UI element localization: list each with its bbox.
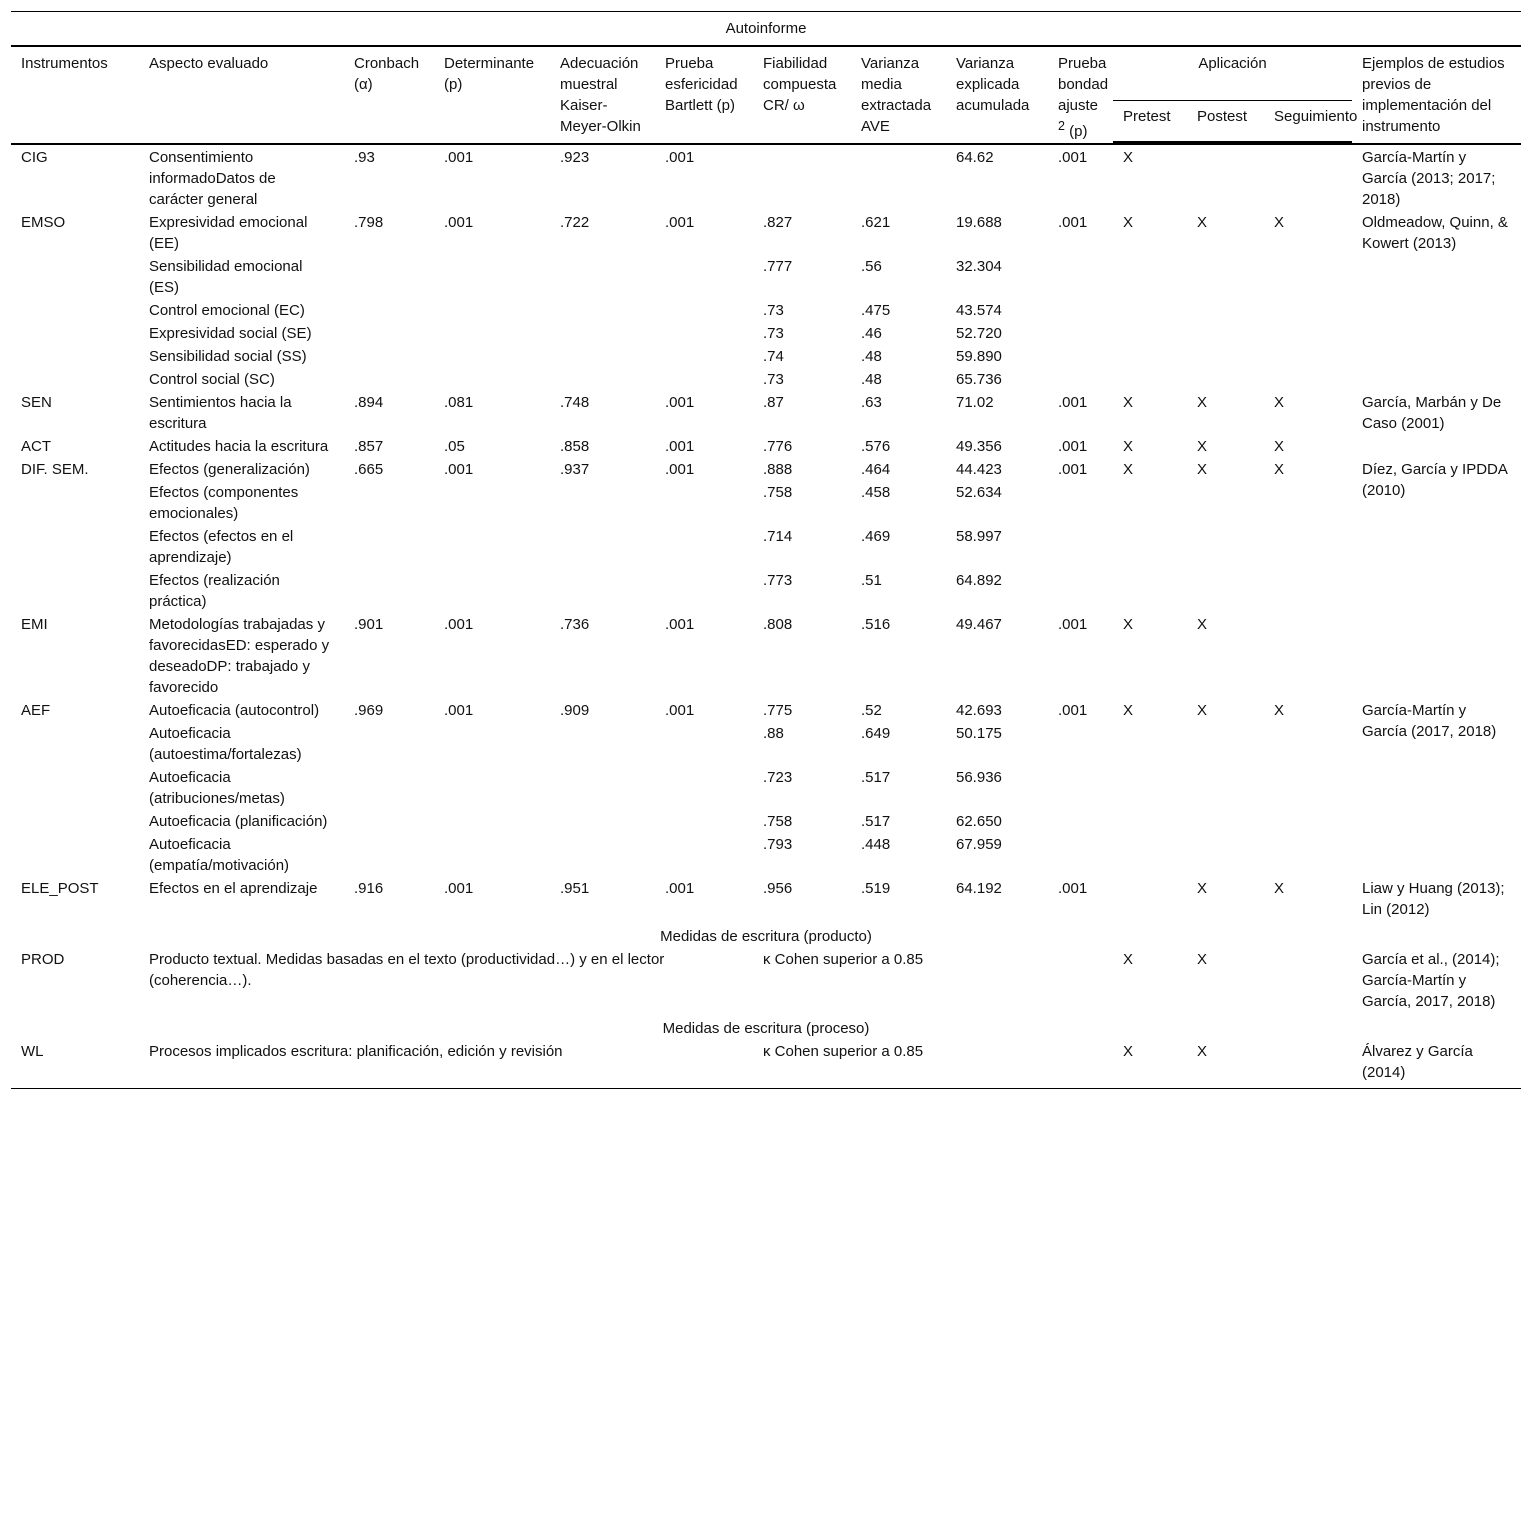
cell-pre: X	[1123, 951, 1134, 968]
cell-bart: .001	[665, 880, 695, 897]
cell-ave: .576	[861, 438, 891, 455]
cell-kappa: κ Cohen superior a 0.85	[753, 1039, 1113, 1089]
cell-kmo: .748	[560, 394, 590, 411]
cell-pre: X	[1123, 149, 1134, 166]
cell-seg	[1264, 947, 1352, 1012]
cell-ave: .46	[861, 325, 882, 342]
cell-ave: .519	[861, 880, 891, 897]
cell-det: .001	[444, 214, 474, 231]
cell-var: 49.356	[956, 438, 1002, 455]
cell-ej	[1352, 612, 1521, 698]
cell-bart: .001	[665, 461, 695, 478]
cell-kmo: .722	[560, 214, 590, 231]
cell-aspect: Expresividad social (SE)	[149, 325, 312, 342]
cell-seg: X	[1274, 461, 1285, 478]
header-bondad-p: (p)	[1064, 123, 1088, 140]
cell-pre: X	[1123, 214, 1134, 231]
cell-aspect: Autoeficacia (planificación)	[149, 813, 328, 830]
cell-cr: .74	[763, 348, 784, 365]
cell-post: X	[1197, 214, 1208, 231]
cell-pre: X	[1123, 461, 1134, 478]
cell-seg: X	[1274, 880, 1285, 897]
header-bondad	[1048, 46, 1113, 142]
cell-alpha: .901	[354, 616, 384, 633]
header-ave: Varianza media extractada AVE	[851, 46, 946, 142]
cell-ave: .469	[861, 528, 891, 545]
section-heading-row	[11, 1012, 1521, 1039]
cell-seg: X	[1274, 702, 1285, 719]
cell-ej: Liaw y Huang (2013); Lin (2012)	[1362, 880, 1505, 918]
cell-inst: ELE_POST	[21, 880, 99, 897]
cell-pre: X	[1123, 394, 1134, 411]
cell-var: 71.02	[956, 394, 994, 411]
cell-alpha: .93	[354, 149, 375, 166]
cell-bond: .001	[1058, 702, 1088, 719]
header-cronbach: Cronbach (α)	[344, 46, 434, 142]
cell-pre: X	[1123, 616, 1134, 633]
cell-aspect: Metodologías trabajadas y favorecidasED: esperado y deseadoDP: trabajado y favorecido	[149, 616, 330, 696]
cell-inst: CIG	[21, 149, 48, 166]
cell-det: .001	[444, 461, 474, 478]
cell-var: 42.693	[956, 702, 1002, 719]
table-row	[11, 390, 1521, 434]
cell-bond: .001	[1058, 461, 1088, 478]
cell-var: 56.936	[956, 769, 1002, 786]
cell-ave: .516	[861, 616, 891, 633]
results-table-container	[11, 11, 1521, 1089]
cell-ave: .51	[861, 572, 882, 589]
cell-aspect: Producto textual. Medidas basadas en el texto (productividad…) y en el lector (coherencia…).	[149, 951, 665, 989]
cell-cr: .73	[763, 302, 784, 319]
header-aspecto: Aspecto evaluado	[139, 46, 344, 142]
cell-aspect: Autoeficacia (empatía/motivación)	[149, 836, 290, 874]
cell-var: 52.720	[956, 325, 1002, 342]
cell-cr	[753, 144, 851, 210]
cell-aspect: Sensibilidad social (SS)	[149, 348, 307, 365]
cell-ej: García et al., (2014); García-Martín y García, 2017, 2018)	[1362, 951, 1500, 1010]
cell-seg	[1264, 1039, 1352, 1089]
cell-aspect: Efectos (componentes emocionales)	[149, 484, 299, 522]
cell-ave: .56	[861, 258, 882, 275]
header-pretest: Pretest	[1113, 100, 1187, 142]
cell-cr: .776	[763, 438, 793, 455]
cell-inst: EMSO	[21, 214, 66, 231]
cell-inst: WL	[11, 1039, 139, 1089]
cell-ave: .458	[861, 484, 891, 501]
cell-bart: .001	[665, 702, 695, 719]
cell-ave: .48	[861, 348, 882, 365]
cell-ej: García-Martín y García (2017, 2018)	[1362, 702, 1497, 740]
cell-aspect: Expresividad emocional (EE)	[149, 214, 308, 252]
cell-bond: .001	[1058, 214, 1088, 231]
header-adecuacion: Adecuación muestral Kaiser-Meyer-Olkin	[550, 46, 655, 142]
cell-ave	[851, 144, 946, 210]
cell-post: X	[1197, 616, 1208, 633]
header-bondad-text: Prueba bondad ajuste	[1058, 55, 1109, 114]
header-row	[11, 46, 1521, 100]
cell-seg: X	[1274, 394, 1285, 411]
cell-var: 52.634	[956, 484, 1002, 501]
cell-inst: SEN	[21, 394, 52, 411]
table-title-row	[11, 12, 1521, 47]
cell-aspect: Efectos (realización práctica)	[149, 572, 280, 610]
cell-post	[1187, 144, 1264, 210]
cell-inst: AEF	[21, 702, 51, 719]
cell-bond: .001	[1058, 394, 1088, 411]
cell-cr: .793	[763, 836, 793, 853]
cell-aspect: Efectos (efectos en el aprendizaje)	[149, 528, 294, 566]
cell-var: 49.467	[956, 616, 1002, 633]
header-varianza: Varianza explicada acumulada	[946, 46, 1048, 142]
cell-inst: DIF. SEM.	[21, 461, 89, 478]
header-bartlett: Prueba esfericidad Bartlett (p)	[655, 46, 753, 142]
cell-pre: X	[1113, 1039, 1187, 1089]
cell-var: 65.736	[956, 371, 1002, 388]
cell-cr: .777	[763, 258, 793, 275]
cell-bond: .001	[1058, 438, 1088, 455]
cell-kmo: .736	[560, 616, 590, 633]
cell-post: X	[1197, 702, 1208, 719]
cell-ave: .63	[861, 394, 882, 411]
header-determinante: Determinante (p)	[434, 46, 550, 142]
cell-post: X	[1197, 951, 1208, 968]
section-heading-row	[11, 920, 1521, 947]
cell-alpha: .916	[354, 880, 384, 897]
cell-aspect: Procesos implicados escritura: planificación, edición y revisión	[139, 1039, 753, 1089]
cell-cr: .808	[763, 616, 793, 633]
cell-det: .05	[444, 438, 465, 455]
table-row	[11, 612, 1521, 698]
cell-var: 32.304	[956, 258, 1002, 275]
cell-post: X	[1197, 394, 1208, 411]
cell-kappa: κ Cohen superior a 0.85	[763, 951, 924, 968]
cell-var: 64.192	[956, 880, 1002, 897]
cell-var: 67.959	[956, 836, 1002, 853]
cell-kmo: .937	[560, 461, 590, 478]
cell-det: .001	[444, 149, 474, 166]
cell-inst: ACT	[21, 438, 51, 455]
cell-aspect: Control emocional (EC)	[149, 302, 305, 319]
cell-ave: .517	[861, 769, 891, 786]
cell-alpha: .894	[354, 394, 384, 411]
cell-ej: Álvarez y García (2014)	[1352, 1039, 1521, 1089]
cell-alpha: .857	[354, 438, 384, 455]
cell-ave: .464	[861, 461, 891, 478]
cell-var: 59.890	[956, 348, 1002, 365]
cell-cr: .758	[763, 484, 793, 501]
cell-bart: .001	[665, 438, 695, 455]
cell-aspect: Efectos (generalización)	[149, 461, 310, 478]
cell-bond: .001	[1058, 880, 1088, 897]
cell-post: X	[1197, 880, 1208, 897]
cell-bart: .001	[665, 394, 695, 411]
cell-cr: .827	[763, 214, 793, 231]
cell-bond: .001	[1058, 149, 1088, 166]
cell-pre: X	[1123, 702, 1134, 719]
section-producto: Medidas de escritura (producto)	[660, 928, 872, 945]
table-row	[11, 144, 1521, 210]
header-instrumentos: Instrumentos	[11, 46, 139, 142]
cell-ave: .475	[861, 302, 891, 319]
cell-cr: .758	[763, 813, 793, 830]
cell-kmo: .909	[560, 702, 590, 719]
cell-kmo: .923	[560, 149, 590, 166]
cell-cr: .956	[763, 880, 793, 897]
table-row	[11, 876, 1521, 920]
cell-aspect: Autoeficacia (autoestima/fortalezas)	[149, 725, 302, 763]
cell-ave: .52	[861, 702, 882, 719]
cell-pre	[1113, 876, 1187, 920]
cell-aspect: Consentimiento informadoDatos de carácter general	[149, 149, 276, 208]
cell-aspect: Efectos en el aprendizaje	[149, 880, 318, 897]
cell-ej: García-Martín y García (2013; 2017; 2018)	[1362, 149, 1496, 208]
cell-cr: .73	[763, 371, 784, 388]
cell-ave: .517	[861, 813, 891, 830]
cell-post: X	[1197, 438, 1208, 455]
cell-bart: .001	[665, 214, 695, 231]
cell-var: 64.892	[956, 572, 1002, 589]
cell-cr: .87	[763, 394, 784, 411]
cell-inst: EMI	[21, 616, 48, 633]
section-proceso: Medidas de escritura (proceso)	[662, 1020, 870, 1037]
header-seguimiento: Seguimiento	[1264, 100, 1352, 142]
cell-alpha: .969	[354, 702, 384, 719]
table-row	[11, 947, 1521, 1012]
cell-kmo: .951	[560, 880, 590, 897]
cell-post: X	[1187, 1039, 1264, 1089]
table-row	[11, 457, 1521, 480]
cell-seg	[1264, 612, 1352, 698]
cell-cr: .88	[763, 725, 784, 742]
header-bondad-sup: 2	[1058, 119, 1065, 133]
cell-cr: .714	[763, 528, 793, 545]
cell-alpha: .798	[354, 214, 384, 231]
cell-ave: .48	[861, 371, 882, 388]
table-row	[11, 698, 1521, 721]
cell-det: .001	[444, 702, 474, 719]
cell-alpha: .665	[354, 461, 384, 478]
cell-var: 19.688	[956, 214, 1002, 231]
cell-ej: Oldmeadow, Quinn, & Kowert (2013)	[1362, 214, 1508, 252]
cell-cr: .773	[763, 572, 793, 589]
cell-aspect: Autoeficacia (autocontrol)	[149, 702, 320, 719]
cell-bond: .001	[1058, 616, 1088, 633]
cell-ave: .448	[861, 836, 891, 853]
cell-cr: .888	[763, 461, 793, 478]
cell-det: .001	[444, 616, 474, 633]
cell-kmo: .858	[560, 438, 590, 455]
table-title: Autoinforme	[11, 12, 1521, 47]
cell-cr: .775	[763, 702, 793, 719]
cell-var: 44.423	[956, 461, 1002, 478]
cell-aspect: Sensibilidad emocional (ES)	[149, 258, 303, 296]
cell-pre: X	[1123, 438, 1134, 455]
header-aplicacion: Aplicación	[1113, 46, 1352, 100]
cell-ave: .649	[861, 725, 891, 742]
table-row	[11, 1039, 1521, 1089]
cell-ej	[1352, 434, 1521, 457]
cell-det: .081	[444, 394, 474, 411]
table-row	[11, 210, 1521, 254]
cell-var: 50.175	[956, 725, 1002, 742]
cell-ej: García, Marbán y De Caso (2001)	[1362, 394, 1502, 432]
cell-post: X	[1197, 461, 1208, 478]
header-postest: Postest	[1187, 100, 1264, 142]
psychometrics-table	[11, 11, 1521, 1089]
cell-bart: .001	[665, 149, 695, 166]
header-ejemplos: Ejemplos de estudios previos de implementación del instrumento	[1352, 46, 1521, 142]
cell-cr: .723	[763, 769, 793, 786]
cell-ej: Díez, García y IPDDA (2010)	[1362, 461, 1508, 499]
cell-seg: X	[1274, 438, 1285, 455]
header-fiabilidad: Fiabilidad compuesta CR/ ω	[753, 46, 851, 142]
cell-seg: X	[1274, 214, 1285, 231]
cell-det: .001	[444, 880, 474, 897]
cell-aspect: Control social (SC)	[149, 371, 275, 388]
cell-bart: .001	[665, 616, 695, 633]
table-row	[11, 434, 1521, 457]
cell-var: 43.574	[956, 302, 1002, 319]
cell-var: 62.650	[956, 813, 1002, 830]
cell-var: 58.997	[956, 528, 1002, 545]
cell-aspect: Autoeficacia (atribuciones/metas)	[149, 769, 285, 807]
cell-aspect: Actitudes hacia la escritura	[149, 438, 329, 455]
cell-cr: .73	[763, 325, 784, 342]
cell-aspect: Sentimientos hacia la escritura	[149, 394, 292, 432]
cell-ave: .621	[861, 214, 891, 231]
cell-var: 64.62	[956, 149, 994, 166]
cell-inst: PROD	[21, 951, 65, 968]
cell-seg	[1264, 144, 1352, 210]
